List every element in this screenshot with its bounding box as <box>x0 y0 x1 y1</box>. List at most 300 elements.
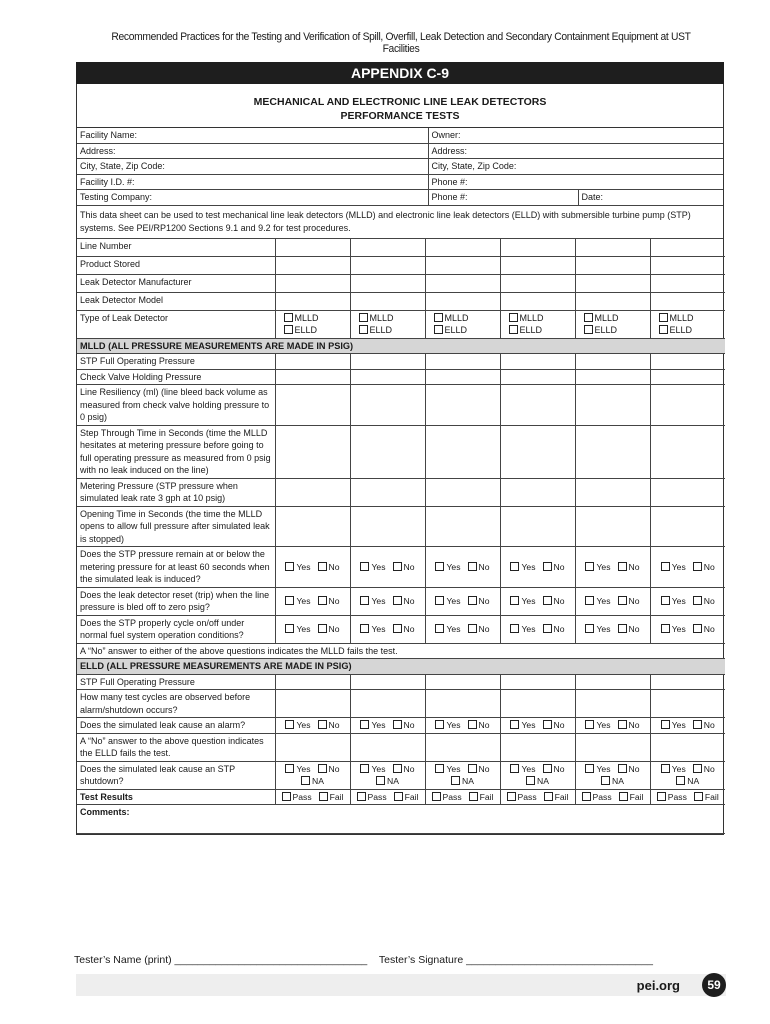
no-checkbox[interactable] <box>393 720 402 729</box>
entry-cell[interactable] <box>275 674 350 690</box>
row-label: Line Number <box>77 239 275 257</box>
grid-row <box>77 761 725 789</box>
yes-no-cell <box>425 615 500 643</box>
yes-label: Yes <box>296 595 311 606</box>
elld-checkbox[interactable] <box>359 325 368 334</box>
na-label: NA <box>687 776 700 786</box>
grid-row <box>77 789 725 805</box>
entry-cell[interactable] <box>500 674 575 690</box>
pass-fail-cell <box>575 789 650 805</box>
entry-cell[interactable] <box>650 274 725 292</box>
yes-label: Yes <box>521 561 536 572</box>
no-label: No <box>403 763 415 774</box>
elld-row-label: How many test cycles are observed before alarm/shutdown occurs? <box>77 690 275 718</box>
yes-label: Yes <box>671 623 686 634</box>
yes-checkbox[interactable] <box>661 764 670 773</box>
yes-checkbox[interactable] <box>510 596 519 605</box>
no-checkbox[interactable] <box>618 720 627 729</box>
no-label: No <box>403 623 415 634</box>
yes-checkbox[interactable] <box>285 764 294 773</box>
yes-label: Yes <box>521 623 536 634</box>
yes-no-cell <box>275 718 350 734</box>
address-field[interactable]: Address: <box>77 143 428 159</box>
yes-no-cell <box>500 587 575 615</box>
entry-cell[interactable] <box>425 425 500 478</box>
yes-label: Yes <box>296 561 311 572</box>
detector-grid <box>77 239 725 835</box>
no-checkbox[interactable] <box>543 562 552 571</box>
no-label: No <box>703 623 715 634</box>
yes-no-cell <box>650 761 725 789</box>
na-label: NA <box>387 776 399 786</box>
yes-checkbox[interactable] <box>510 624 519 633</box>
entry-cell[interactable] <box>425 506 500 547</box>
yes-no-cell <box>650 718 725 734</box>
yes-checkbox[interactable] <box>360 562 369 571</box>
pass-fail-cell <box>425 789 500 805</box>
testing-company-field[interactable]: Testing Company: <box>77 190 428 206</box>
owner-address-field[interactable]: Address: <box>428 143 723 159</box>
yes-no-cell <box>650 615 725 643</box>
type-of-detector-label: Type of Leak Detector <box>77 310 275 338</box>
grid-row <box>77 674 725 690</box>
grid-row <box>77 733 725 761</box>
entry-cell[interactable] <box>650 369 725 385</box>
yes-label: Yes <box>596 763 611 774</box>
yes-checkbox[interactable] <box>435 720 444 729</box>
yes-checkbox[interactable] <box>435 624 444 633</box>
grid-row <box>77 256 725 274</box>
yes-label: Yes <box>521 763 536 774</box>
yes-checkbox[interactable] <box>661 624 670 633</box>
yes-checkbox[interactable] <box>510 764 519 773</box>
yes-checkbox[interactable] <box>435 764 444 773</box>
no-label: No <box>553 720 565 730</box>
elld-label: ELLD <box>594 325 618 335</box>
entry-cell[interactable] <box>575 733 650 761</box>
fail-checkbox[interactable] <box>469 792 478 801</box>
entry-cell[interactable] <box>575 256 650 274</box>
entry-cell[interactable] <box>350 369 425 385</box>
yes-label: Yes <box>596 623 611 634</box>
yes-label: Yes <box>671 561 686 572</box>
entry-cell[interactable] <box>500 478 575 506</box>
pass-label: Pass <box>442 791 462 802</box>
yes-checkbox[interactable] <box>360 596 369 605</box>
no-label: No <box>478 623 490 634</box>
test-form <box>76 84 724 835</box>
no-label: No <box>478 763 490 774</box>
entry-cell[interactable] <box>425 239 500 257</box>
entry-cell[interactable] <box>275 385 350 426</box>
no-label: No <box>328 720 340 730</box>
entry-cell[interactable] <box>425 292 500 310</box>
no-checkbox[interactable] <box>393 596 402 605</box>
elld-checkbox[interactable] <box>509 325 518 334</box>
entry-cell[interactable] <box>350 292 425 310</box>
footer-site: pei.org <box>636 978 680 993</box>
no-checkbox[interactable] <box>693 624 702 633</box>
no-checkbox[interactable] <box>693 764 702 773</box>
entry-cell[interactable] <box>650 674 725 690</box>
no-checkbox[interactable] <box>543 596 552 605</box>
yes-label: Yes <box>371 763 386 774</box>
tester-signature-line <box>74 954 653 966</box>
pass-checkbox[interactable] <box>582 792 591 801</box>
entry-cell[interactable] <box>575 506 650 547</box>
entry-cell[interactable] <box>275 292 350 310</box>
entry-cell[interactable] <box>425 385 500 426</box>
yes-checkbox[interactable] <box>661 596 670 605</box>
no-checkbox[interactable] <box>618 562 627 571</box>
entry-cell[interactable] <box>575 239 650 257</box>
entry-cell[interactable] <box>500 354 575 370</box>
yes-no-cell <box>650 587 725 615</box>
elld-checkbox[interactable] <box>584 325 593 334</box>
fail-checkbox[interactable] <box>394 792 403 801</box>
yes-label: Yes <box>446 763 461 774</box>
no-checkbox[interactable] <box>468 596 477 605</box>
yes-checkbox[interactable] <box>661 562 670 571</box>
yes-label: Yes <box>371 720 386 730</box>
entry-cell[interactable] <box>500 256 575 274</box>
entry-cell[interactable] <box>650 733 725 761</box>
grid-row <box>77 425 725 478</box>
entry-cell[interactable] <box>350 256 425 274</box>
mlld-label: MLLD <box>294 312 319 323</box>
entry-cell[interactable] <box>500 369 575 385</box>
entry-cell[interactable] <box>275 274 350 292</box>
fail-label: Fail <box>629 791 644 802</box>
grid-row <box>77 274 725 292</box>
entry-cell[interactable] <box>275 478 350 506</box>
phone-field[interactable]: Phone #: <box>428 174 723 190</box>
no-label: No <box>403 720 415 730</box>
yes-no-cell <box>275 761 350 789</box>
no-checkbox[interactable] <box>543 764 552 773</box>
no-checkbox[interactable] <box>318 562 327 571</box>
entry-cell[interactable] <box>425 690 500 718</box>
entry-cell[interactable] <box>350 733 425 761</box>
no-checkbox[interactable] <box>543 624 552 633</box>
yes-no-cell <box>350 718 425 734</box>
section-row <box>77 338 725 354</box>
entry-cell[interactable] <box>575 274 650 292</box>
city-field[interactable]: City, State, Zip Code: <box>77 159 428 175</box>
yes-checkbox[interactable] <box>585 562 594 571</box>
yes-no-cell <box>350 547 425 588</box>
yes-no-cell <box>575 547 650 588</box>
no-checkbox[interactable] <box>468 720 477 729</box>
grid-row <box>77 385 725 426</box>
no-checkbox[interactable] <box>468 764 477 773</box>
entry-cell[interactable] <box>575 369 650 385</box>
mlld-label: MLLD <box>369 312 394 323</box>
info-table <box>77 128 723 239</box>
entry-cell[interactable] <box>425 733 500 761</box>
na-checkbox[interactable] <box>526 776 535 785</box>
entry-cell[interactable] <box>575 354 650 370</box>
entry-cell[interactable] <box>500 385 575 426</box>
entry-cell[interactable] <box>575 292 650 310</box>
yes-label: Yes <box>371 623 386 634</box>
comments-field[interactable] <box>77 805 725 834</box>
no-checkbox[interactable] <box>618 596 627 605</box>
na-checkbox[interactable] <box>601 776 610 785</box>
entry-cell[interactable] <box>275 239 350 257</box>
pass-checkbox[interactable] <box>282 792 291 801</box>
pass-checkbox[interactable] <box>357 792 366 801</box>
yes-label: Yes <box>371 561 386 572</box>
entry-cell[interactable] <box>350 674 425 690</box>
yes-label: Yes <box>596 561 611 572</box>
grid-row <box>77 478 725 506</box>
entry-cell[interactable] <box>350 274 425 292</box>
owner-city-field[interactable]: City, State, Zip Code: <box>428 159 723 175</box>
yes-checkbox[interactable] <box>435 596 444 605</box>
elld-section-header: ELLD (ALL PRESSURE MEASUREMENTS ARE MADE IN PSIG) <box>77 659 725 675</box>
entry-cell[interactable] <box>350 506 425 547</box>
yes-label: Yes <box>446 720 461 730</box>
no-checkbox[interactable] <box>318 624 327 633</box>
no-label: No <box>553 763 565 774</box>
comments-label: Comments: <box>80 807 130 817</box>
no-checkbox[interactable] <box>693 596 702 605</box>
no-checkbox[interactable] <box>468 624 477 633</box>
entry-cell[interactable] <box>650 506 725 547</box>
yes-no-cell <box>275 587 350 615</box>
entry-cell[interactable] <box>350 354 425 370</box>
grid-row <box>77 239 725 257</box>
grid-row <box>77 615 725 643</box>
no-checkbox[interactable] <box>393 624 402 633</box>
entry-cell[interactable] <box>650 690 725 718</box>
grid-row <box>77 690 725 718</box>
entry-cell[interactable] <box>500 506 575 547</box>
mlld-label: MLLD <box>669 312 694 323</box>
company-phone-field[interactable]: Phone #: <box>428 190 578 206</box>
na-label: NA <box>537 776 549 786</box>
entry-cell[interactable] <box>275 733 350 761</box>
elld-shutdown-label: Does the simulated leak cause an STP shutdown? <box>77 761 275 789</box>
pass-fail-cell <box>350 789 425 805</box>
row-label: Product Stored <box>77 256 275 274</box>
yes-no-cell <box>425 718 500 734</box>
no-label: No <box>703 595 715 606</box>
no-label: No <box>328 561 340 572</box>
entry-cell[interactable] <box>275 256 350 274</box>
yes-checkbox[interactable] <box>510 562 519 571</box>
na-checkbox[interactable] <box>451 776 460 785</box>
yes-checkbox[interactable] <box>360 764 369 773</box>
date-field[interactable]: Date: <box>578 190 723 206</box>
mlld-checkbox[interactable] <box>509 313 518 322</box>
elld-note: A “No” answer to the above question indicates the ELLD fails the test. <box>77 733 275 761</box>
entry-cell[interactable] <box>350 425 425 478</box>
na-checkbox[interactable] <box>376 776 385 785</box>
no-label: No <box>703 561 715 572</box>
no-label: No <box>478 595 490 606</box>
facility-name-field[interactable]: Facility Name: <box>77 128 428 143</box>
entry-cell[interactable] <box>425 478 500 506</box>
grid-row <box>77 292 725 310</box>
elld-checkbox[interactable] <box>659 325 668 334</box>
entry-cell[interactable] <box>350 385 425 426</box>
entry-cell[interactable] <box>275 425 350 478</box>
fail-label: Fail <box>479 791 494 802</box>
no-checkbox[interactable] <box>393 562 402 571</box>
mlld-checkbox[interactable] <box>359 313 368 322</box>
mlld-note: A “No” answer to either of the above questions indicates the MLLD fails the test. <box>77 643 725 659</box>
no-checkbox[interactable] <box>468 562 477 571</box>
entry-cell[interactable] <box>650 239 725 257</box>
yes-checkbox[interactable] <box>360 624 369 633</box>
yes-checkbox[interactable] <box>285 596 294 605</box>
no-label: No <box>478 720 490 730</box>
elld-row-label: STP Full Operating Pressure <box>77 674 275 690</box>
yes-checkbox[interactable] <box>285 720 294 729</box>
entry-cell[interactable] <box>650 385 725 426</box>
yes-checkbox[interactable] <box>585 764 594 773</box>
entry-cell[interactable] <box>500 274 575 292</box>
entry-cell[interactable] <box>425 274 500 292</box>
fail-label: Fail <box>329 791 344 802</box>
yes-checkbox[interactable] <box>585 596 594 605</box>
mlld-checkbox[interactable] <box>659 313 668 322</box>
yes-no-cell <box>575 587 650 615</box>
facility-id-field[interactable]: Facility I.D. #: <box>77 174 428 190</box>
entry-cell[interactable] <box>350 478 425 506</box>
yes-label: Yes <box>296 623 311 634</box>
section-row <box>77 659 725 675</box>
yes-no-cell <box>350 615 425 643</box>
entry-cell[interactable] <box>650 256 725 274</box>
yes-checkbox[interactable] <box>585 624 594 633</box>
mlld-checkbox[interactable] <box>284 313 293 322</box>
yes-checkbox[interactable] <box>285 624 294 633</box>
entry-cell[interactable] <box>500 690 575 718</box>
entry-cell[interactable] <box>500 239 575 257</box>
fail-checkbox[interactable] <box>544 792 553 801</box>
entry-cell[interactable] <box>425 256 500 274</box>
tester-signature-label[interactable]: Tester’s Signature ________________________________ <box>378 954 653 966</box>
entry-cell[interactable] <box>275 506 350 547</box>
entry-cell[interactable] <box>650 292 725 310</box>
detector-type-cell <box>650 310 725 338</box>
yes-checkbox[interactable] <box>285 562 294 571</box>
note-row <box>77 643 725 659</box>
entry-cell[interactable] <box>425 674 500 690</box>
pass-label: Pass <box>592 791 612 802</box>
mlld-question-label: Does the STP properly cycle on/off under normal fuel system operation conditions? <box>77 615 275 643</box>
entry-cell[interactable] <box>425 369 500 385</box>
yes-no-cell <box>500 718 575 734</box>
grid-row <box>77 718 725 734</box>
no-checkbox[interactable] <box>393 764 402 773</box>
entry-cell[interactable] <box>575 425 650 478</box>
intro-text: This data sheet can be used to test mechanical line leak detectors (MLLD) and electronic line leak detectors (ELLD) with submersible turbine pump (STP) systems. See PEI/RP1200 Sections 9.1 and 9.2 for test procedures. <box>77 205 723 238</box>
no-label: No <box>478 561 490 572</box>
entry-cell[interactable] <box>500 425 575 478</box>
no-checkbox[interactable] <box>618 764 627 773</box>
mlld-section-header: MLLD (ALL PRESSURE MEASUREMENTS ARE MADE IN PSIG) <box>77 338 725 354</box>
entry-cell[interactable] <box>350 239 425 257</box>
yes-label: Yes <box>371 595 386 606</box>
entry-cell[interactable] <box>275 690 350 718</box>
fail-checkbox[interactable] <box>619 792 628 801</box>
pass-fail-cell <box>275 789 350 805</box>
pass-fail-cell <box>650 789 725 805</box>
mlld-label: MLLD <box>444 312 469 323</box>
pass-checkbox[interactable] <box>507 792 516 801</box>
pass-label: Pass <box>667 791 687 802</box>
entry-cell[interactable] <box>275 369 350 385</box>
grid-row <box>77 310 725 338</box>
entry-cell[interactable] <box>575 478 650 506</box>
pass-checkbox[interactable] <box>432 792 441 801</box>
tester-name-label[interactable]: Tester’s Name (print) _________________________________ <box>74 954 368 966</box>
no-label: No <box>328 595 340 606</box>
entry-cell[interactable] <box>575 690 650 718</box>
entry-cell[interactable] <box>650 478 725 506</box>
yes-checkbox[interactable] <box>585 720 594 729</box>
entry-cell[interactable] <box>275 354 350 370</box>
entry-cell[interactable] <box>575 385 650 426</box>
no-checkbox[interactable] <box>543 720 552 729</box>
no-label: No <box>403 595 415 606</box>
fail-label: Fail <box>554 791 569 802</box>
yes-checkbox[interactable] <box>510 720 519 729</box>
owner-field[interactable]: Owner: <box>428 128 723 143</box>
entry-cell[interactable] <box>650 354 725 370</box>
mlld-checkbox[interactable] <box>434 313 443 322</box>
fail-checkbox[interactable] <box>694 792 703 801</box>
mlld-checkbox[interactable] <box>584 313 593 322</box>
no-checkbox[interactable] <box>693 562 702 571</box>
elld-label: ELLD <box>369 325 393 335</box>
entry-cell[interactable] <box>350 690 425 718</box>
entry-cell[interactable] <box>650 425 725 478</box>
detector-type-cell <box>425 310 500 338</box>
yes-checkbox[interactable] <box>435 562 444 571</box>
yes-checkbox[interactable] <box>360 720 369 729</box>
pass-label: Pass <box>292 791 312 802</box>
pass-checkbox[interactable] <box>657 792 666 801</box>
na-checkbox[interactable] <box>301 776 310 785</box>
elld-checkbox[interactable] <box>284 325 293 334</box>
entry-cell[interactable] <box>500 733 575 761</box>
fail-label: Fail <box>704 791 719 802</box>
no-checkbox[interactable] <box>618 624 627 633</box>
no-checkbox[interactable] <box>318 764 327 773</box>
fail-checkbox[interactable] <box>319 792 328 801</box>
pass-label: Pass <box>367 791 387 802</box>
yes-checkbox[interactable] <box>661 720 670 729</box>
no-checkbox[interactable] <box>318 720 327 729</box>
no-checkbox[interactable] <box>318 596 327 605</box>
pass-fail-cell <box>500 789 575 805</box>
entry-cell[interactable] <box>425 354 500 370</box>
entry-cell[interactable] <box>575 674 650 690</box>
yes-no-cell <box>650 547 725 588</box>
na-checkbox[interactable] <box>676 776 685 785</box>
entry-cell[interactable] <box>500 292 575 310</box>
appendix-title: APPENDIX C-9 <box>76 62 724 84</box>
no-checkbox[interactable] <box>693 720 702 729</box>
yes-label: Yes <box>671 763 686 774</box>
elld-checkbox[interactable] <box>434 325 443 334</box>
grid-row <box>77 369 725 385</box>
